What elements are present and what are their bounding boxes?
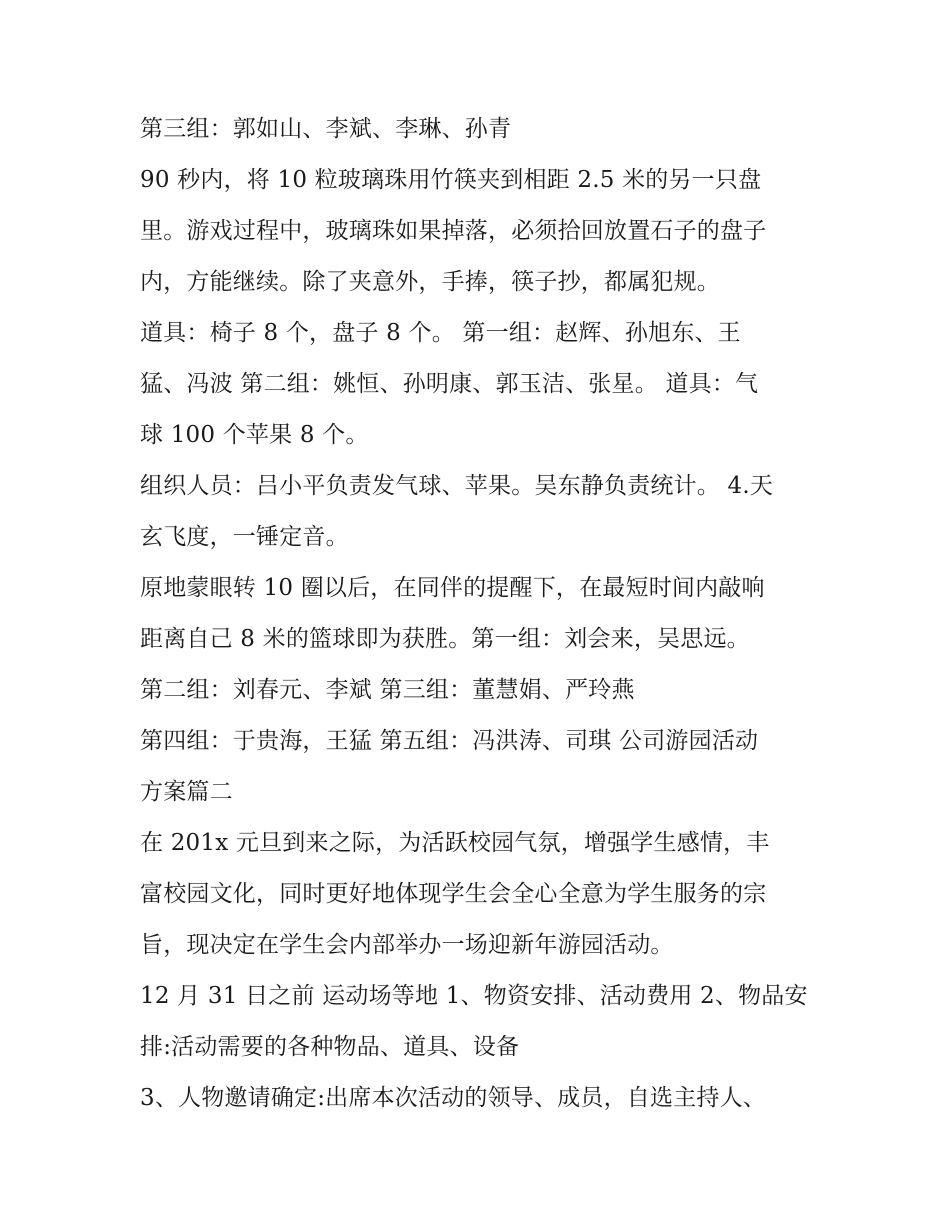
text-line: 3、人物邀请确定:出席本次活动的领导、成员，自选主持人、 xyxy=(140,1085,766,1111)
text-line: 猛、冯波 第二组：姚恒、孙明康、郭玉洁、张星。 道具：气 xyxy=(140,371,759,397)
text-line: 90 秒内，将 10 粒玻璃珠用竹筷夹到相距 2.5 米的另一只盘 xyxy=(140,167,762,193)
text-line: 排:活动需要的各种物品、道具、设备 xyxy=(140,1034,520,1060)
text-line: 第三组：郭如山、李斌、李琳、孙青 xyxy=(140,116,512,142)
text-line: 内，方能继续。除了夹意外，手捧，筷子抄，都属犯规。 xyxy=(140,269,720,295)
text-line: 旨，现决定在学生会内部举办一场迎新年游园活动。 xyxy=(140,932,674,958)
text-line: 距离自己 8 米的篮球即为获胜。第一组：刘会来，吴思远。 xyxy=(140,626,750,652)
text-line: 在 201x 元旦到来之际，为活跃校园气氛，增强学生感情，丰 xyxy=(140,830,770,856)
text-line: 道具：椅子 8 个，盘子 8 个。 第一组：赵辉、孙旭东、王 xyxy=(140,320,741,346)
text-line: 12 月 31 日之前 运动场等地 1、物资安排、活动费用 2、物品安 xyxy=(140,983,808,1009)
text-line: 组织人员：吕小平负责发气球、苹果。吴东静负责统计。 4.天 xyxy=(140,473,774,499)
text-line: 玄飞度，一锤定音。 xyxy=(140,524,349,550)
text-line: 富校园文化，同时更好地体现学生会全心全意为学生服务的宗 xyxy=(140,881,767,907)
text-line: 第二组：刘春元、李斌 第三组：董慧娟、严玲燕 xyxy=(140,677,635,703)
text-line: 原地蒙眼转 10 圈以后，在同伴的提醒下，在最短时间内敲响 xyxy=(140,575,765,601)
text-line: 里。游戏过程中，玻璃珠如果掉落，必须拾回放置石子的盘子 xyxy=(140,218,767,244)
text-line: 第四组：于贵海，王猛 第五组：冯洪涛、司琪 公司游园活动 xyxy=(140,728,759,754)
text-line: 球 100 个苹果 8 个。 xyxy=(140,422,369,448)
text-line: 方案篇二 xyxy=(140,779,233,805)
